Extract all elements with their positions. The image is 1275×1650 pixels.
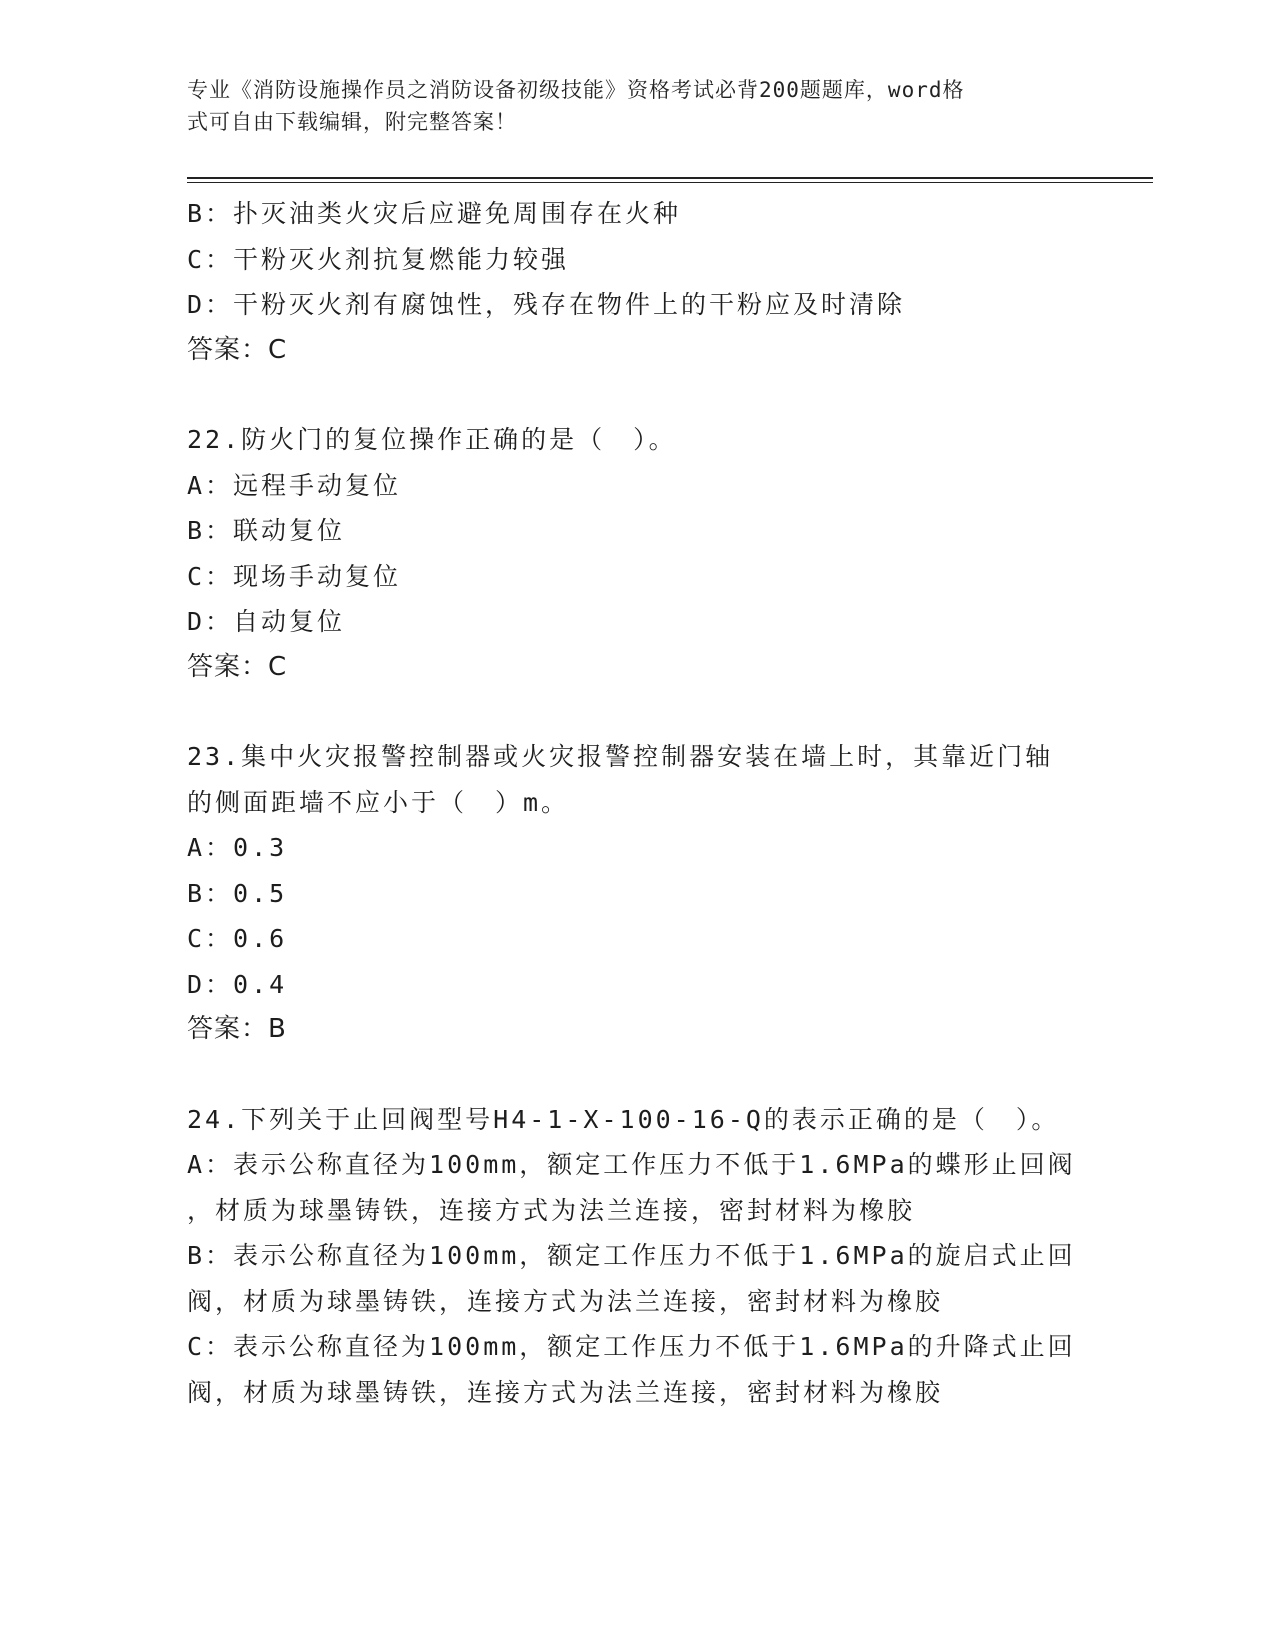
header-rule-thin (187, 182, 1153, 183)
header-rule-thick (187, 177, 1153, 179)
option-c: C：0.6 (187, 924, 288, 953)
question-block-21 (187, 191, 1087, 373)
question-block-23 (187, 734, 1087, 1053)
option-b: B：联动复位 (187, 516, 346, 545)
question-stem: 23.集中火灾报警控制器或火灾报警控制器安装在墙上时，其靠近门轴 (187, 742, 1054, 771)
answer-line: 答案：B (187, 1014, 287, 1044)
option-a: A：表示公称直径为100mm，额定工作压力不低于1.6MPa的蝶形止回阀 (187, 1150, 1076, 1179)
option-d: D：干粉灭火剂有腐蚀性，残存在物件上的干粉应及时清除 (187, 290, 906, 319)
question-list (187, 191, 1087, 1415)
option-b: B：扑灭油类火灾后应避免周围存在火种 (187, 199, 682, 228)
option-d: D：0.4 (187, 969, 288, 999)
option-d: D：自动复位 (187, 607, 346, 636)
option-c: C：干粉灭火剂抗复燃能力较强 (187, 244, 570, 274)
spacer (187, 373, 1087, 417)
document-header (187, 74, 1067, 138)
question-stem: 24.下列关于止回阀型号H4-1-X-100-16-Q的表示正确的是（ ）。 (187, 1104, 1060, 1134)
answer-line: 答案：C (187, 334, 288, 365)
option-a-cont: ，材质为球墨铸铁，连接方式为法兰连接，密封材料为橡胶 (187, 1195, 916, 1225)
question-stem-cont: 的侧面距墙不应小于（ ）m。 (187, 787, 570, 817)
option-c-cont: 阀，材质为球墨铸铁，连接方式为法兰连接，密封材料为橡胶 (187, 1377, 944, 1407)
option-b: B：0.5 (187, 878, 288, 908)
option-a: A：0.3 (187, 833, 288, 862)
answer-line: 答案：C (187, 651, 288, 682)
spacer (187, 1053, 1087, 1097)
header-line-1: 专业《消防设施操作员之消防设备初级技能》资格考试必背200题题库，word格 (187, 78, 965, 102)
spacer (187, 690, 1087, 734)
question-stem: 22.防火门的复位操作正确的是（ ）。 (187, 425, 677, 454)
question-block-24 (187, 1097, 1087, 1416)
option-c: C：表示公称直径为100mm，额定工作压力不低于1.6MPa的升降式止回 (187, 1332, 1076, 1361)
option-c: C：现场手动复位 (187, 561, 402, 591)
question-block-22 (187, 417, 1087, 690)
option-b: B：表示公称直径为100mm，额定工作压力不低于1.6MPa的旋启式止回 (187, 1241, 1076, 1270)
option-a: A：远程手动复位 (187, 470, 402, 500)
option-b-cont: 阀，材质为球墨铸铁，连接方式为法兰连接，密封材料为橡胶 (187, 1286, 944, 1316)
header-line-2: 式可自由下载编辑，附完整答案！ (187, 110, 517, 134)
